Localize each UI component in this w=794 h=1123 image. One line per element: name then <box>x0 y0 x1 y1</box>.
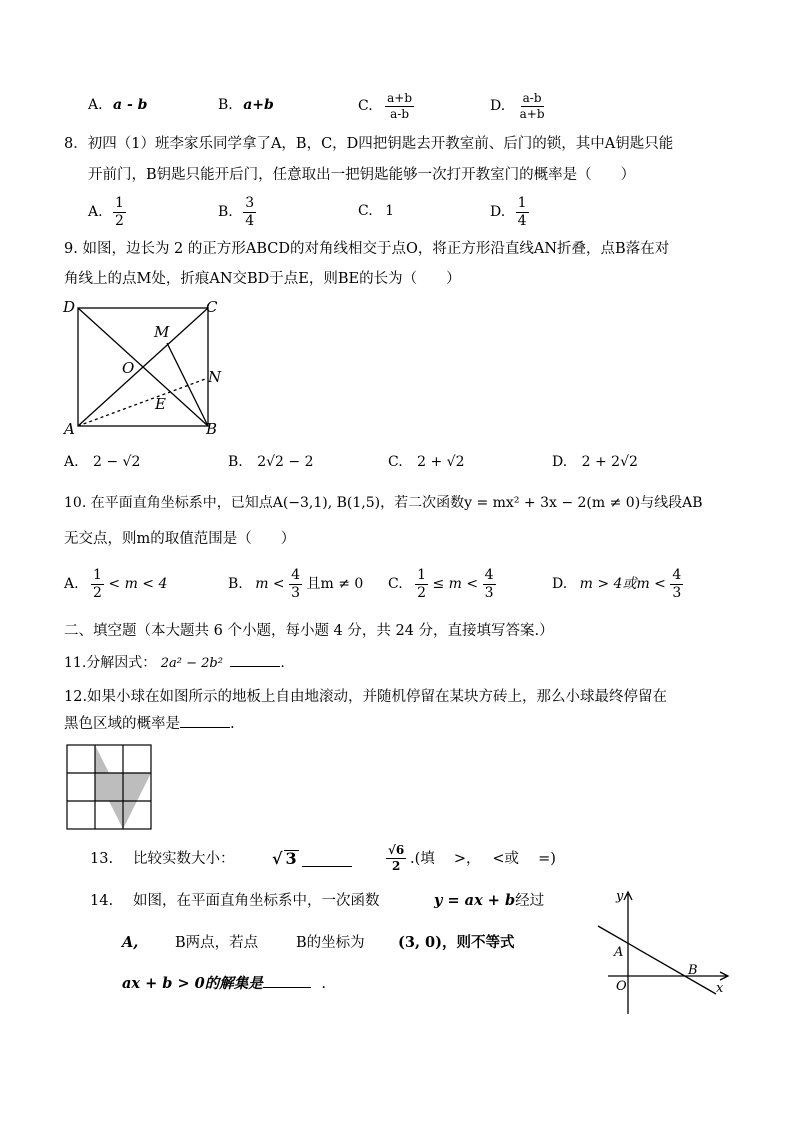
label-x: x <box>716 981 724 996</box>
label-m: M <box>154 323 170 341</box>
numerator: 3 <box>245 195 255 211</box>
label-b: B <box>206 420 218 438</box>
option-value: 且m ≠ 0 <box>306 576 364 593</box>
numerator: 1 <box>115 195 124 211</box>
q8-option-c <box>358 204 394 218</box>
option-letter: C. <box>388 576 403 593</box>
option-letter: A. <box>88 97 103 113</box>
fraction <box>289 568 302 600</box>
option-value: a+b <box>243 97 274 113</box>
fraction <box>670 568 683 600</box>
q9-option-c <box>388 455 465 469</box>
option-letter: C. <box>358 203 373 219</box>
option-letter: D. <box>552 454 568 470</box>
numerator: 4 <box>291 567 301 583</box>
q9-option-a <box>64 455 140 469</box>
denominator: 4 <box>245 212 255 229</box>
option-letter: D. <box>490 204 506 221</box>
option-value: 2 − √2 <box>93 454 141 470</box>
fraction <box>243 196 256 228</box>
fraction <box>113 196 126 228</box>
inequality: ax + b > 0的解集是 <box>122 975 263 992</box>
q10-option-a <box>64 568 167 600</box>
numerator: 1 <box>93 567 102 583</box>
denominator: 4 <box>517 212 527 229</box>
numerator: 4 <box>484 567 494 583</box>
equation: y = ax + b <box>434 892 516 909</box>
q8-line2: 开前门，B钥匙只能开后门，任意取出一把钥匙能够一次打开教室门的概率是（ ） <box>88 167 636 183</box>
denominator: a+b <box>519 106 545 121</box>
denominator: 3 <box>672 584 682 601</box>
option-letter: A. <box>64 576 79 593</box>
question-text: 11.分解因式： <box>64 655 157 671</box>
fraction <box>415 568 428 600</box>
q10-option-d <box>552 568 683 600</box>
answer-blank[interactable] <box>230 666 280 667</box>
period: . <box>230 716 235 732</box>
radicand: 3 <box>285 849 297 868</box>
fraction <box>91 568 104 600</box>
option-letter: B. <box>228 454 243 470</box>
q14-coordinate-figure <box>596 886 736 1016</box>
q14-line2a: A, <box>122 934 139 951</box>
option-letter: C. <box>358 98 373 115</box>
option-letter: B. <box>228 576 243 593</box>
label-a: A <box>64 420 75 438</box>
q10-option-c <box>388 568 496 600</box>
fraction <box>518 92 547 120</box>
question-text: 黑色区域的概率是 <box>64 716 180 732</box>
section-heading: 二、填空题（本大题共 6 个小题，每小题 4 分，共 24 分，直接填写答案.） <box>64 623 554 639</box>
segment-mb <box>167 343 208 426</box>
q12-tile-floor-figure <box>66 742 156 832</box>
q7-option-d <box>490 92 547 120</box>
period: . <box>280 655 285 671</box>
option-letter: C. <box>388 454 403 470</box>
q14-line1a: 如图，在平面直角坐标系中，一次函数 <box>133 893 380 909</box>
q13-left-value: √ 3 <box>272 849 297 868</box>
option-value: a - b <box>113 97 148 113</box>
option-letter: A. <box>64 454 79 470</box>
denominator: a-b <box>390 106 410 121</box>
q9-line2: 角线上的点M处，折痕AN交BD于点E，则BE的长为（ ） <box>64 271 461 287</box>
denominator: 2 <box>417 584 427 601</box>
numerator: a+b <box>387 91 413 105</box>
q10-line2: 无交点，则m的取值范围是（ ） <box>64 531 296 547</box>
denominator: 2 <box>93 584 102 601</box>
q8-line1: 8．初四（1）班李家乐同学拿了A，B，C，D四把钥匙去开教室前、后门的锁，其中A钥匙只能 <box>64 136 674 152</box>
q14-line2b: B两点，若点 <box>175 935 259 951</box>
fraction <box>386 844 406 872</box>
option-value: m > 4或m < <box>579 576 666 593</box>
q14-line1 <box>434 894 544 909</box>
option-letter: D. <box>552 576 568 593</box>
option-letter: B. <box>218 97 233 113</box>
q9-option-d <box>552 455 638 469</box>
q9-line1: 9. 如图，边长为 2 的正方形ABCD的对角线相交于点O，将正方形沿直线AN折叠，点B落在对 <box>64 241 670 257</box>
q7-option-a <box>88 98 147 112</box>
q7-option-b <box>218 98 274 112</box>
q7-option-c <box>358 92 414 120</box>
label-a: A <box>614 945 624 960</box>
q13-text: 比较实数大小： <box>133 851 235 867</box>
option-letter: A. <box>88 204 103 221</box>
label-y: y <box>616 889 624 904</box>
denominator: 2 <box>391 858 401 873</box>
label-o: O <box>616 979 627 994</box>
option-value: 2 + √2 <box>417 454 465 470</box>
label-e: E <box>155 395 166 413</box>
answer-blank[interactable] <box>263 987 311 988</box>
label-o: O <box>122 359 135 377</box>
numerator: a-b <box>522 91 542 105</box>
option-value: 2 + 2√2 <box>581 454 638 470</box>
label-b: B <box>688 963 698 978</box>
q10-line1: 10. 在平面直角坐标系中，已知点A(−3,1), B(1,5)，若二次函数y = mx² + 3x − 2(m ≠ 0)与线段AB <box>64 495 703 511</box>
q14-line2c: B的坐标为 <box>296 935 365 951</box>
q10-option-b <box>228 568 363 600</box>
q9-option-b <box>228 455 313 469</box>
option-letter: B. <box>218 204 233 221</box>
period: . <box>321 976 326 992</box>
q8-option-a <box>88 196 126 228</box>
q8-option-b <box>218 196 256 228</box>
question-text: 经过 <box>515 893 545 909</box>
q9-square-figure <box>60 296 230 441</box>
numerator: 4 <box>672 567 682 583</box>
expression: 2a² − 2b² <box>160 656 223 671</box>
label-c: C <box>206 298 218 316</box>
option-value: m < <box>255 576 285 593</box>
fraction <box>516 196 529 228</box>
q12-line1: 12.如果小球在如图所示的地板上自由地滚动，并随机停留在某块方砖上，那么小球最终停留在 <box>64 689 668 705</box>
q14-line3 <box>122 977 326 992</box>
numerator: 1 <box>517 195 527 211</box>
label-n: N <box>208 368 222 386</box>
q11 <box>64 656 285 670</box>
q14-number: 14. <box>90 893 114 909</box>
numerator: √6 <box>388 843 405 857</box>
answer-blank[interactable] <box>302 852 352 870</box>
denominator: 3 <box>291 584 301 601</box>
option-value: < m < 4 <box>108 576 168 593</box>
q13-tail: .(填 >， <或 =) <box>410 851 556 867</box>
q14-line2d: (3, 0)，则不等式 <box>398 934 515 951</box>
fraction <box>483 568 496 600</box>
denominator: 3 <box>484 584 494 601</box>
answer-blank[interactable] <box>180 727 230 728</box>
q13-right-value <box>386 844 406 872</box>
fraction <box>385 92 414 120</box>
option-letter: D. <box>490 98 506 115</box>
label-d: D <box>63 298 76 316</box>
option-value: ≤ m < <box>432 576 479 593</box>
option-value: 2√2 − 2 <box>257 454 314 470</box>
denominator: 2 <box>115 212 124 229</box>
numerator: 1 <box>417 567 427 583</box>
option-value: 1 <box>385 203 395 219</box>
q12-line2 <box>64 717 235 732</box>
q13-number: 13. <box>90 851 114 867</box>
q8-option-d <box>490 196 529 228</box>
